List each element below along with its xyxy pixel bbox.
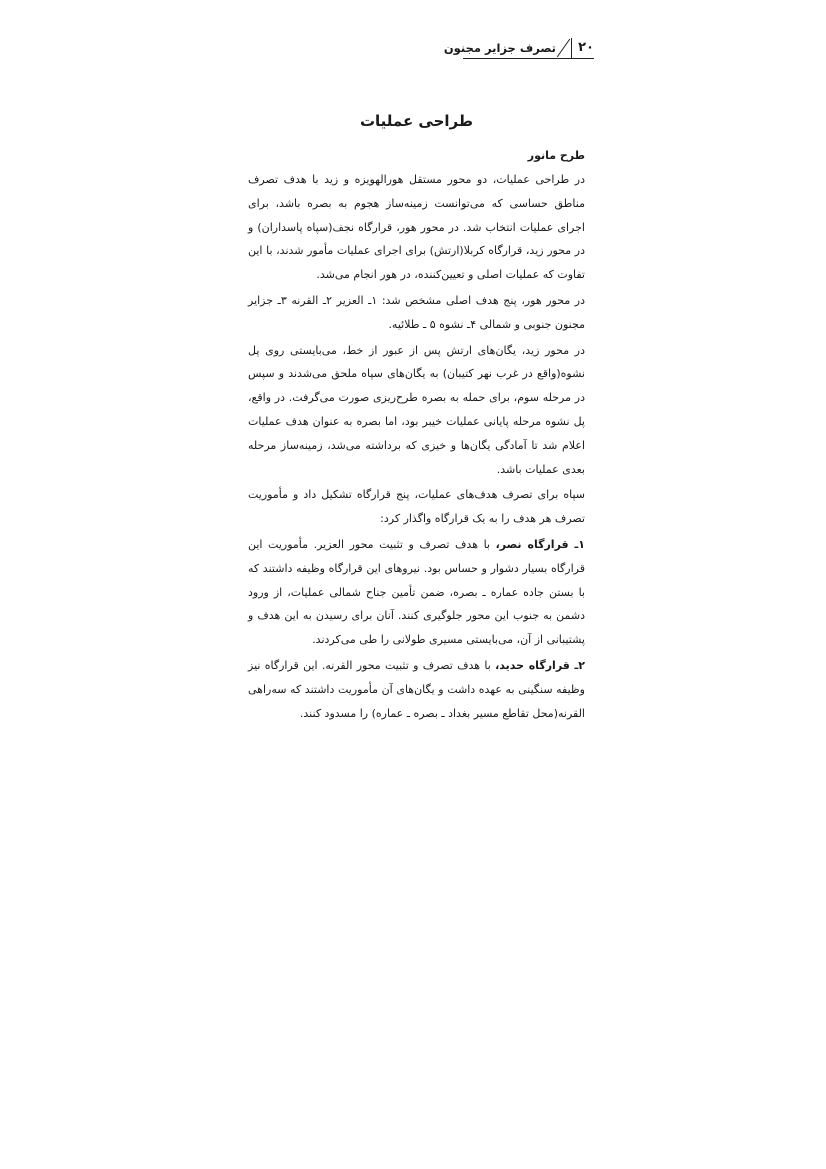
subheading: طرح مانور <box>527 149 585 162</box>
list-item <box>248 654 585 725</box>
running-head <box>443 38 594 58</box>
page-body <box>248 110 585 727</box>
paragraph: در محور هور، پنج هدف اصلی مشخص شد: ۱ـ العزیر ۲ـ القرنه ۳ـ جزایر مجنون جنوبی و شمالی ۴ـ نشوه ۵ ـ طلائیه. <box>248 293 585 331</box>
paragraph: در طراحی عملیات، دو محور مستقل هورالهویزه و زید با هدف تصرف مناطق حساسی که می‌توانست زمینه‌ساز هجوم به بصره باشد، برای اجرای عملیات انتخاب شد. در محور هور، قرارگاه نجف(سپاه پاسداران) و در محور زید، قرارگاه کربلا(ارتش) برای اجرای عملیات مأمور شدند، با این تفاوت که عملیات اصلی و تعیین‌کننده، در هور انجام می‌شد. <box>248 173 585 282</box>
header-divider <box>571 38 572 58</box>
header-slash <box>557 39 570 58</box>
list-item-lead: ۱ـ قرارگاه نصر، <box>495 537 585 551</box>
list-item-lead: ۲ـ قرارگاه حدید، <box>495 658 585 672</box>
paragraph: در محور زید، یگان‌های ارتش پس از عبور از خط، می‌بایستی روی پل نشوه(واقع در غرب نهر کتیبان) به یگان‌های سپاه ملحق می‌شدند و سپس در مرحله سوم، برای حمله به بصره طرح‌ریزی صورت می‌گرفت. در واقع، پل نشوه مرحله پایانی عملیات خیبر بود، اما بصره به عنوان هدف عملیات اعلام شد تا آمادگی یگان‌ها و خیزی که برداشته می‌شد، زمینه‌ساز مرحله بعدی عملیات باشد. <box>248 343 585 476</box>
book-title: تصرف جزایر مجنون <box>443 41 556 55</box>
list-item-text: با هدف تصرف و تثبیت محور القرنه. این قرارگاه نیز وظیفه سنگینی به عهده داشت و یگان‌های آن مأموریت داشتند که سه‌راهی القرنه(محل تقاطع مسیر بغداد ـ بصره ـ عماره) را مسدود کنند. <box>248 658 585 720</box>
header-rule <box>463 58 594 59</box>
page-number: ۲۰ <box>578 40 594 55</box>
list-item <box>248 533 585 652</box>
list-item-text: با هدف تصرف و تثبیت محور العزیر. مأموریت این قرارگاه بسیار دشوار و حساس بود. نیروهای این قرارگاه وظیفه داشتند که با بستن جاده عماره ـ بصره، ضمن تأمین جناح شمالی عملیات، از ورود دشمن به جنوب این محور جلوگیری کنند. آنان برای رسیدن به این هدف و پشتیبانی از آن، می‌بایستی مسیری طولانی را طی می‌کردند. <box>248 537 585 647</box>
section-title: طراحی عملیات <box>359 112 474 130</box>
paragraph: سپاه برای تصرف هدف‌های عملیات، پنج قرارگاه تشکیل داد و مأموریت تصرف هر هدف را به یک قرارگاه واگذار کرد: <box>248 488 585 526</box>
